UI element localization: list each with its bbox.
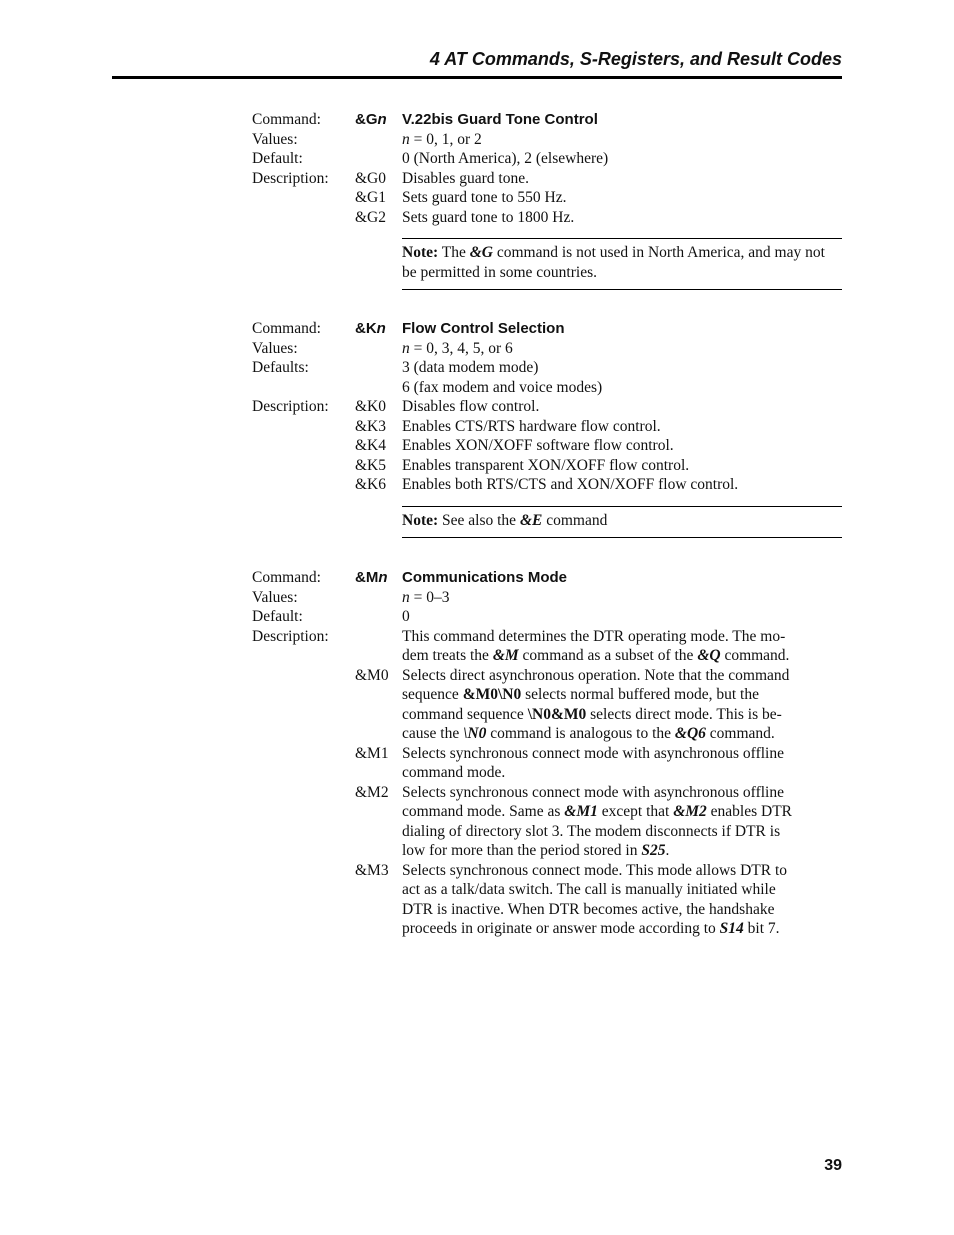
option-text: Enables XON/XOFF software flow control.: [402, 437, 674, 454]
values-text: n = 0, 1, or 2: [402, 130, 482, 148]
option-code: &K0: [355, 398, 386, 415]
option-code: &M2: [355, 783, 389, 801]
option-row: [252, 475, 842, 495]
option-text: act as a talk/data switch. The call is manually initiated while: [402, 881, 776, 898]
option-text: Enables both RTS/CTS and XON/XOFF flow control.: [402, 476, 739, 493]
description-row: [252, 646, 842, 666]
command-label: Command:: [252, 569, 321, 586]
command-title: V.22bis Guard Tone Control: [402, 111, 598, 128]
default-text: 6 (fax modem and voice modes): [402, 378, 603, 396]
option-code: &M1: [355, 744, 389, 762]
option-row: [252, 208, 842, 228]
option-row: [252, 744, 842, 764]
option-text: Enables CTS/RTS hardware flow control.: [402, 417, 661, 435]
option-row: [252, 685, 842, 705]
option-text: Sets guard tone to 550 Hz.: [402, 189, 567, 206]
option-text: Disables guard tone.: [402, 169, 529, 187]
default-label: Default:: [252, 150, 303, 167]
option-text: command mode.: [402, 764, 506, 781]
option-code: &K3: [355, 417, 386, 435]
command-row: [252, 568, 842, 588]
description-text: dem treats the &M command as a subset of the &Q command.: [402, 647, 790, 664]
description-label: Description:: [252, 398, 329, 415]
command-title: Flow Control Selection: [402, 320, 565, 337]
option-text: sequence &M0\N0 selects normal buffered mode, but the: [402, 686, 759, 703]
note-label: Note:: [402, 244, 439, 261]
option-row: [252, 417, 842, 437]
option-row: [252, 900, 842, 920]
values-row: [252, 339, 842, 359]
option-row: [252, 783, 842, 803]
option-text: Selects direct asynchronous operation. Note that the command: [402, 666, 790, 684]
option-row: [252, 763, 842, 783]
option-row: [252, 436, 842, 456]
default-row: [252, 149, 842, 169]
option-text: dialing of directory slot 3. The modem disconnects if DTR is: [402, 822, 781, 840]
default-text: 0: [402, 608, 410, 625]
note-label: Note:: [402, 511, 439, 529]
command-name: &Kn: [355, 320, 386, 337]
note-command: &G: [469, 244, 493, 261]
option-text: command sequence \N0&M0 selects direct mode. This is be-: [402, 705, 782, 723]
note-box: Note: The &G command is not used in North America, and may not be permitted in some countries.: [402, 238, 842, 290]
option-code: &G2: [355, 208, 386, 226]
default-row: [252, 378, 842, 398]
command-name: &Mn: [355, 569, 388, 586]
values-label: Values:: [252, 130, 298, 148]
command-row: [252, 110, 842, 130]
option-code: &M3: [355, 861, 389, 879]
option-row: [252, 841, 842, 861]
option-text: Selects synchronous connect mode with asynchronous offline: [402, 783, 784, 801]
option-code: &K5: [355, 456, 386, 474]
option-row: [252, 188, 842, 208]
description-text: This command determines the DTR operating mode. The mo-: [402, 627, 786, 645]
option-text: DTR is inactive. When DTR becomes active, the handshake: [402, 900, 775, 918]
option-code: &M0: [355, 666, 389, 684]
values-label: Values:: [252, 339, 298, 357]
option-text: Disables flow control.: [402, 398, 540, 415]
option-code: &G1: [355, 189, 386, 206]
default-text: 0 (North America), 2 (elsewhere): [402, 150, 609, 167]
option-row: [252, 802, 842, 822]
values-label: Values:: [252, 588, 298, 606]
option-text: cause the \N0 command is analogous to the &Q6 command.: [402, 725, 775, 742]
option-row: [252, 705, 842, 725]
option-text: Enables transparent XON/XOFF flow control.: [402, 456, 690, 474]
command-row: [252, 319, 842, 339]
option-text: low for more than the period stored in S25.: [402, 842, 670, 859]
default-row: [252, 607, 842, 627]
command-label: Command:: [252, 111, 321, 128]
option-text: command mode. Same as &M1 except that &M2 enables DTR: [402, 803, 793, 820]
command-label: Command:: [252, 320, 321, 337]
description-row: [252, 169, 842, 189]
default-label: Defaults:: [252, 359, 309, 376]
option-row: [252, 666, 842, 686]
header-title: 4 AT Commands, S-Registers, and Result Codes: [429, 49, 842, 69]
option-row: [252, 880, 842, 900]
description-label: Description:: [252, 169, 329, 187]
option-code: &G0: [355, 169, 386, 187]
section-m: [252, 568, 842, 939]
option-row: [252, 456, 842, 476]
option-row: [252, 861, 842, 881]
values-row: [252, 588, 842, 608]
option-text: Selects synchronous connect mode. This mode allows DTR to: [402, 861, 788, 879]
option-text: proceeds in originate or answer mode according to S14 bit 7.: [402, 920, 780, 937]
description-label: Description:: [252, 627, 329, 645]
default-text: 3 (data modem mode): [402, 359, 539, 376]
option-row: [252, 919, 842, 939]
option-text: Selects synchronous connect mode with asynchronous offline: [402, 744, 784, 762]
description-row: [252, 627, 842, 647]
values-text: n = 0–3: [402, 588, 450, 606]
option-code: &K4: [355, 437, 386, 454]
option-code: &K6: [355, 476, 386, 493]
page-header: [112, 48, 842, 79]
page-number: 39: [824, 1157, 842, 1174]
values-text: n = 0, 3, 4, 5, or 6: [402, 339, 513, 357]
default-label: Default:: [252, 608, 303, 625]
command-title: Communications Mode: [402, 569, 568, 586]
note-command: &E: [519, 511, 543, 529]
command-name: &Gn: [355, 111, 387, 128]
description-row: [252, 397, 842, 417]
option-row: [252, 822, 842, 842]
section-k: [252, 319, 842, 538]
option-text: Sets guard tone to 1800 Hz.: [402, 208, 575, 226]
values-row: [252, 130, 842, 150]
option-row: [252, 724, 842, 744]
section-g: [252, 110, 842, 290]
note-box: Note: See also the &E command: [402, 506, 842, 539]
default-row: [252, 358, 842, 378]
